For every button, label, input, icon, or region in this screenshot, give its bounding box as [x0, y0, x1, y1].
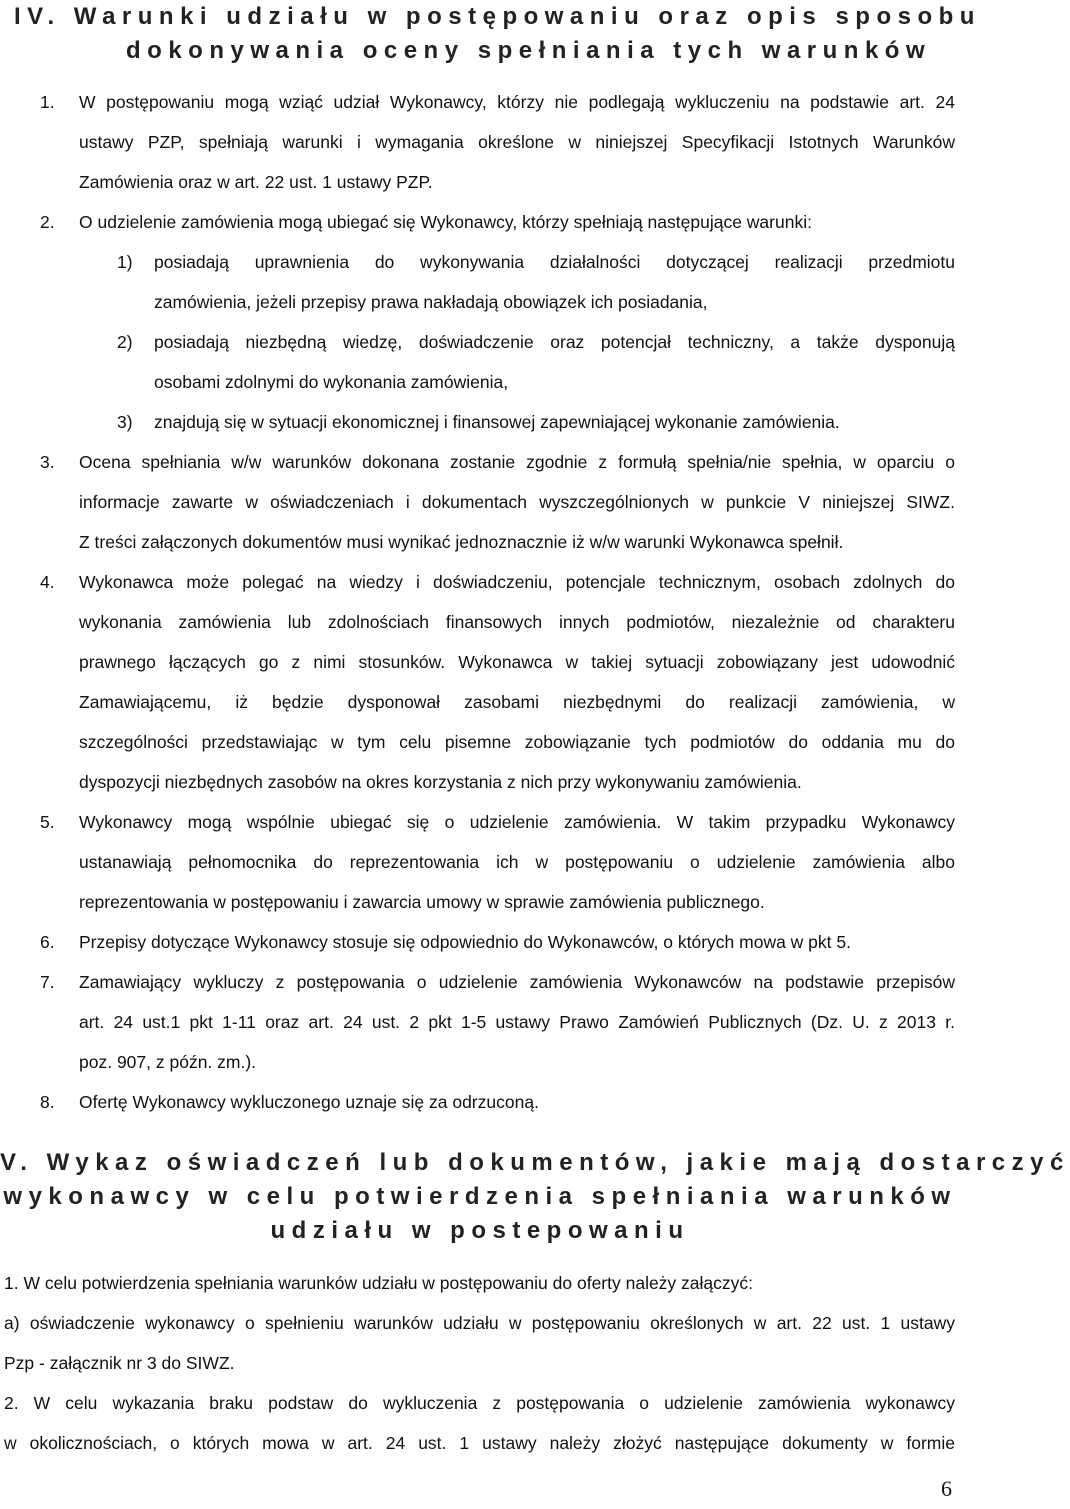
- paragraph-line: szczególności przedstawiając w tym celu pisemne zobowiązanie tych podmiotów do oddania mu do: [79, 732, 955, 752]
- paragraph-line: prawnego łączących go z nimi stosunków. Wykonawca w takiej sytuacji zobowiązany jest udowodnić: [79, 652, 955, 672]
- paragraph-line: a) oświadczenie wykonawcy o spełnieniu warunków udziału w postępowaniu określonych w art. 22 ust. 1 ustawy: [4, 1313, 955, 1333]
- item-number: 4.: [40, 572, 55, 592]
- item-number: 5.: [40, 812, 55, 832]
- paragraph-line: reprezentowania w postępowaniu i zawarcia umowy w sprawie zamówienia publicznego.: [79, 892, 765, 912]
- paragraph-line: Z treści załączonych dokumentów musi wynikać jednoznacznie iż w/w warunki Wykonawca spełnił.: [79, 532, 844, 552]
- paragraph-line: osobami zdolnymi do wykonania zamówienia,: [154, 372, 509, 392]
- paragraph-line: ustanawiają pełnomocnika do reprezentowania ich w postępowaniu o udzielenie zamówienia albo: [79, 852, 955, 872]
- item-number: 2.: [40, 212, 55, 232]
- paragraph-line: posiadają niezbędną wiedzę, doświadczenie oraz potencjał techniczny, a także dysponują: [154, 332, 955, 352]
- paragraph-line: znajdują się w sytuacji ekonomicznej i finansowej zapewniającej wykonanie zamówienia.: [154, 412, 840, 432]
- item-number: 8.: [40, 1092, 55, 1112]
- paragraph-line: poz. 907, z późn. zm.).: [79, 1052, 257, 1072]
- paragraph-line: posiadają uprawnienia do wykonywania działalności dotyczącej realizacji przedmiotu: [154, 252, 955, 272]
- paragraph-line: dyspozycji niezbędnych zasobów na okres korzystania z nich przy wykonywaniu zamówienia.: [79, 772, 802, 792]
- section-iv-title: [14, 0, 981, 68]
- subitem-number: 2): [117, 332, 133, 352]
- paragraph-line: 2. W celu wykazania braku podstaw do wykluczenia z postępowania o udzielenie zamówienia wykonawcy: [4, 1393, 955, 1413]
- section-v-title: [0, 1146, 1070, 1248]
- paragraph-line: Wykonawcy mogą wspólnie ubiegać się o udzielenie zamówienia. W takim przypadku Wykonawcy: [79, 812, 955, 832]
- paragraph-line: ustawy PZP, spełniają warunki i wymagania określone w niniejszej Specyfikacji Istotnych Warunków: [79, 132, 955, 152]
- paragraph-line: informacje zawarte w oświadczeniach i dokumentach wyszczególnionych w punkcie V niniejszej SIWZ.: [79, 492, 955, 512]
- section-v-title-line2: wykonawcy w celu potwierdzenia spełniania warunków: [3, 1183, 957, 1210]
- paragraph-line: art. 24 ust.1 pkt 1-11 oraz art. 24 ust. 2 pkt 1-5 ustawy Prawo Zamówień Publicznych (Dz. U. z 2013 r.: [79, 1012, 955, 1032]
- paragraph-line: Ocena spełniania w/w warunków dokonana zostanie zgodnie z formułą spełnia/nie spełnia, w oparciu o: [79, 452, 955, 472]
- item-number: 3.: [40, 452, 55, 472]
- page-number: 6: [941, 1476, 952, 1501]
- paragraph-line: Ofertę Wykonawcy wykluczonego uznaje się za odrzuconą.: [79, 1092, 539, 1112]
- item-number: 7.: [40, 972, 55, 992]
- paragraph-line: Przepisy dotyczące Wykonawcy stosuje się odpowiednio do Wykonawców, o których mowa w pkt 5.: [79, 932, 851, 952]
- paragraph-line: w okolicznościach, o których mowa w art. 24 ust. 1 ustawy należy złożyć następujące dokumenty w formie: [4, 1433, 955, 1453]
- paragraph-line: Zamówienia oraz w art. 22 ust. 1 ustawy PZP.: [79, 172, 433, 192]
- section-iv-title-line2: dokonywania oceny spełniania tych warunków: [126, 37, 932, 64]
- paragraph-line: wykonania zamówienia lub zdolnościach finansowych innych podmiotów, niezależnie od charakteru: [79, 612, 955, 632]
- paragraph-line: Pzp - załącznik nr 3 do SIWZ.: [4, 1353, 235, 1373]
- paragraph-line: O udzielenie zamówienia mogą ubiegać się Wykonawcy, którzy spełniają następujące warunki:: [79, 212, 812, 232]
- subitem-number: 1): [117, 252, 133, 272]
- section-v-title-line3: udziału w postepowaniu: [270, 1217, 690, 1244]
- item-number: 1.: [40, 92, 55, 112]
- paragraph-line: W postępowaniu mogą wziąć udział Wykonawcy, którzy nie podlegają wykluczeniu na podstawie art. 24: [79, 92, 955, 112]
- paragraph-line: zamówienia, jeżeli przepisy prawa nakładają obowiązek ich posiadania,: [154, 292, 708, 312]
- paragraph-line: Zamawiającemu, iż będzie dysponował zasobami niezbędnymi do realizacji zamówienia, w: [79, 692, 955, 712]
- subitem-number: 3): [117, 412, 133, 432]
- section-iv-title-line1: IV. Warunki udziału w postępowaniu oraz opis sposobu: [14, 3, 981, 30]
- paragraph-line: Zamawiający wykluczy z postępowania o udzielenie zamówienia Wykonawców na podstawie przepisów: [79, 972, 955, 992]
- paragraph-line: Wykonawca może polegać na wiedzy i doświadczeniu, potencjale technicznym, osobach zdolnych do: [79, 572, 955, 592]
- item-number: 6.: [40, 932, 55, 952]
- paragraph-line: 1. W celu potwierdzenia spełniania warunków udziału w postępowaniu do oferty należy załączyć:: [4, 1273, 754, 1293]
- section-v-title-line1: V. Wykaz oświadczeń lub dokumentów, jakie mają dostarczyć: [0, 1149, 1070, 1176]
